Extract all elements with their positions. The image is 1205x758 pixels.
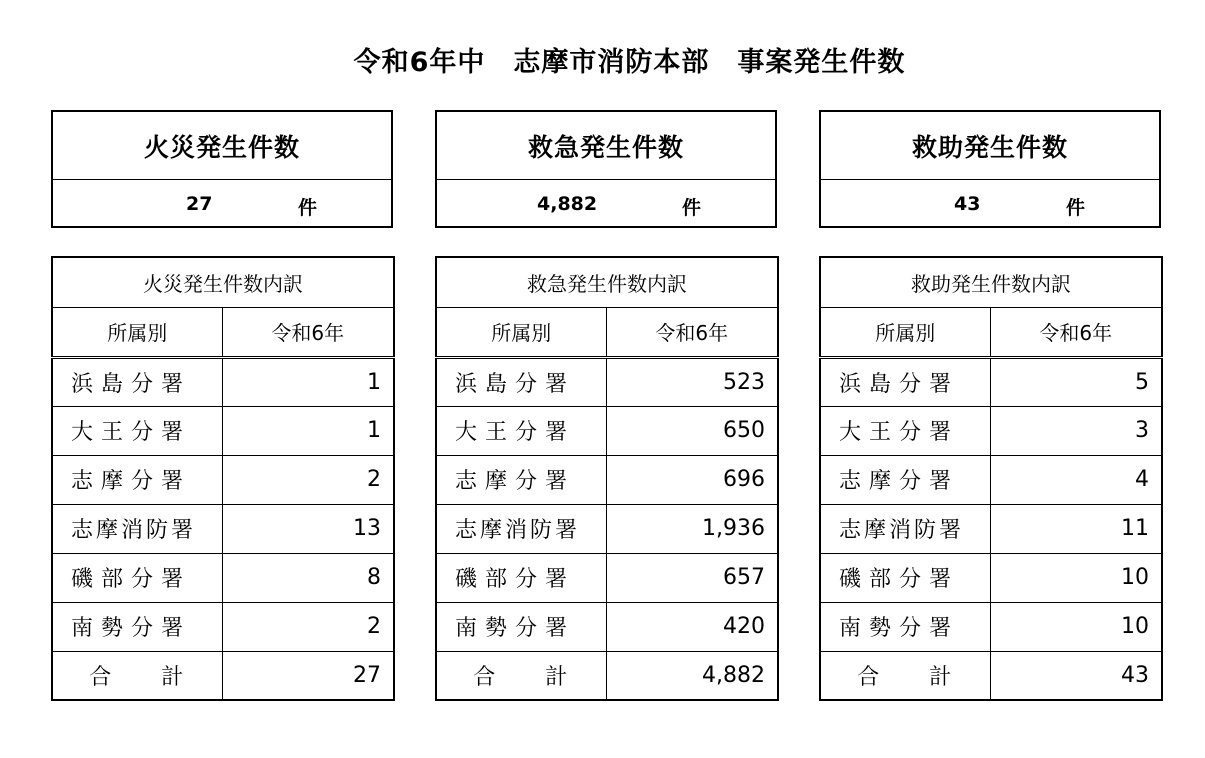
total-row xyxy=(52,651,394,700)
table-caption: 火災発生件数内訳 xyxy=(52,257,394,307)
count-value: 420 xyxy=(606,602,778,651)
station-name: 大王分署 xyxy=(52,406,222,455)
station-name: 南勢分署 xyxy=(820,602,990,651)
table-caption: 救急発生件数内訳 xyxy=(436,257,778,307)
count-value: 1 xyxy=(222,406,394,455)
count-value: 696 xyxy=(606,455,778,504)
column-header-year: 令和6年 xyxy=(606,307,778,357)
station-name: 浜島分署 xyxy=(52,357,222,406)
table-row xyxy=(820,455,1162,504)
total-value: 27 xyxy=(222,651,394,700)
table-row xyxy=(52,553,394,602)
table-row xyxy=(820,504,1162,553)
table-row xyxy=(52,504,394,553)
station-name: 志摩分署 xyxy=(52,455,222,504)
page-title: 令和6年中 志摩市消防本部 事案発生件数 xyxy=(353,47,906,78)
total-label: 合 計 xyxy=(436,651,606,700)
ambulance-summary-unit: 件 xyxy=(682,197,702,219)
column-header-station: 所属別 xyxy=(436,307,606,357)
total-value: 43 xyxy=(990,651,1162,700)
table-row xyxy=(52,602,394,651)
fire-summary-value: 27 xyxy=(186,193,213,215)
station-name: 大王分署 xyxy=(436,406,606,455)
table-row xyxy=(436,406,778,455)
station-name: 志摩消防署 xyxy=(820,504,990,553)
count-value: 657 xyxy=(606,553,778,602)
table-row xyxy=(52,406,394,455)
count-value: 2 xyxy=(222,455,394,504)
fire-summary-title: 火災発生件数 xyxy=(53,112,391,180)
table-row xyxy=(436,553,778,602)
station-name: 志摩消防署 xyxy=(52,504,222,553)
total-label: 合 計 xyxy=(820,651,990,700)
total-row xyxy=(820,651,1162,700)
ambulance-summary-title: 救急発生件数 xyxy=(437,112,775,180)
count-value: 10 xyxy=(990,553,1162,602)
table-row xyxy=(436,357,778,406)
rescue-summary-box xyxy=(819,110,1161,228)
table-row xyxy=(436,455,778,504)
count-value: 10 xyxy=(990,602,1162,651)
table-row xyxy=(820,553,1162,602)
total-value: 4,882 xyxy=(606,651,778,700)
station-name: 浜島分署 xyxy=(436,357,606,406)
rescue-summary-title: 救助発生件数 xyxy=(821,112,1159,180)
count-value: 8 xyxy=(222,553,394,602)
count-value: 1,936 xyxy=(606,504,778,553)
table-caption: 救助発生件数内訳 xyxy=(820,257,1162,307)
station-name: 志摩消防署 xyxy=(436,504,606,553)
station-name: 大王分署 xyxy=(820,406,990,455)
total-label: 合 計 xyxy=(52,651,222,700)
ambulance-summary-value-row xyxy=(437,180,775,226)
station-name: 磯部分署 xyxy=(436,553,606,602)
station-name: 志摩分署 xyxy=(436,455,606,504)
fire-breakdown-table xyxy=(51,256,395,701)
count-value: 2 xyxy=(222,602,394,651)
rescue-summary-value-row xyxy=(821,180,1159,226)
station-name: 志摩分署 xyxy=(820,455,990,504)
count-value: 650 xyxy=(606,406,778,455)
rescue-summary-unit: 件 xyxy=(1066,197,1086,219)
column-header-year: 令和6年 xyxy=(222,307,394,357)
ambulance-breakdown-table xyxy=(435,256,779,701)
table-row xyxy=(820,406,1162,455)
count-value: 3 xyxy=(990,406,1162,455)
count-value: 5 xyxy=(990,357,1162,406)
total-row xyxy=(436,651,778,700)
count-value: 11 xyxy=(990,504,1162,553)
fire-summary-unit: 件 xyxy=(298,197,318,219)
count-value: 13 xyxy=(222,504,394,553)
column-header-station: 所属別 xyxy=(52,307,222,357)
count-value: 1 xyxy=(222,357,394,406)
table-row xyxy=(52,357,394,406)
table-row xyxy=(436,602,778,651)
station-name: 磯部分署 xyxy=(52,553,222,602)
column-header-year: 令和6年 xyxy=(990,307,1162,357)
ambulance-summary-box xyxy=(435,110,777,228)
fire-summary-value-row xyxy=(53,180,391,226)
table-row xyxy=(436,504,778,553)
station-name: 南勢分署 xyxy=(52,602,222,651)
table-row xyxy=(52,455,394,504)
fire-summary-box xyxy=(51,110,393,228)
ambulance-summary-value: 4,882 xyxy=(537,193,598,215)
station-name: 浜島分署 xyxy=(820,357,990,406)
rescue-summary-value: 43 xyxy=(954,193,981,215)
station-name: 南勢分署 xyxy=(436,602,606,651)
count-value: 4 xyxy=(990,455,1162,504)
station-name: 磯部分署 xyxy=(820,553,990,602)
rescue-breakdown-table xyxy=(819,256,1163,701)
column-header-station: 所属別 xyxy=(820,307,990,357)
table-row xyxy=(820,602,1162,651)
count-value: 523 xyxy=(606,357,778,406)
table-row xyxy=(820,357,1162,406)
